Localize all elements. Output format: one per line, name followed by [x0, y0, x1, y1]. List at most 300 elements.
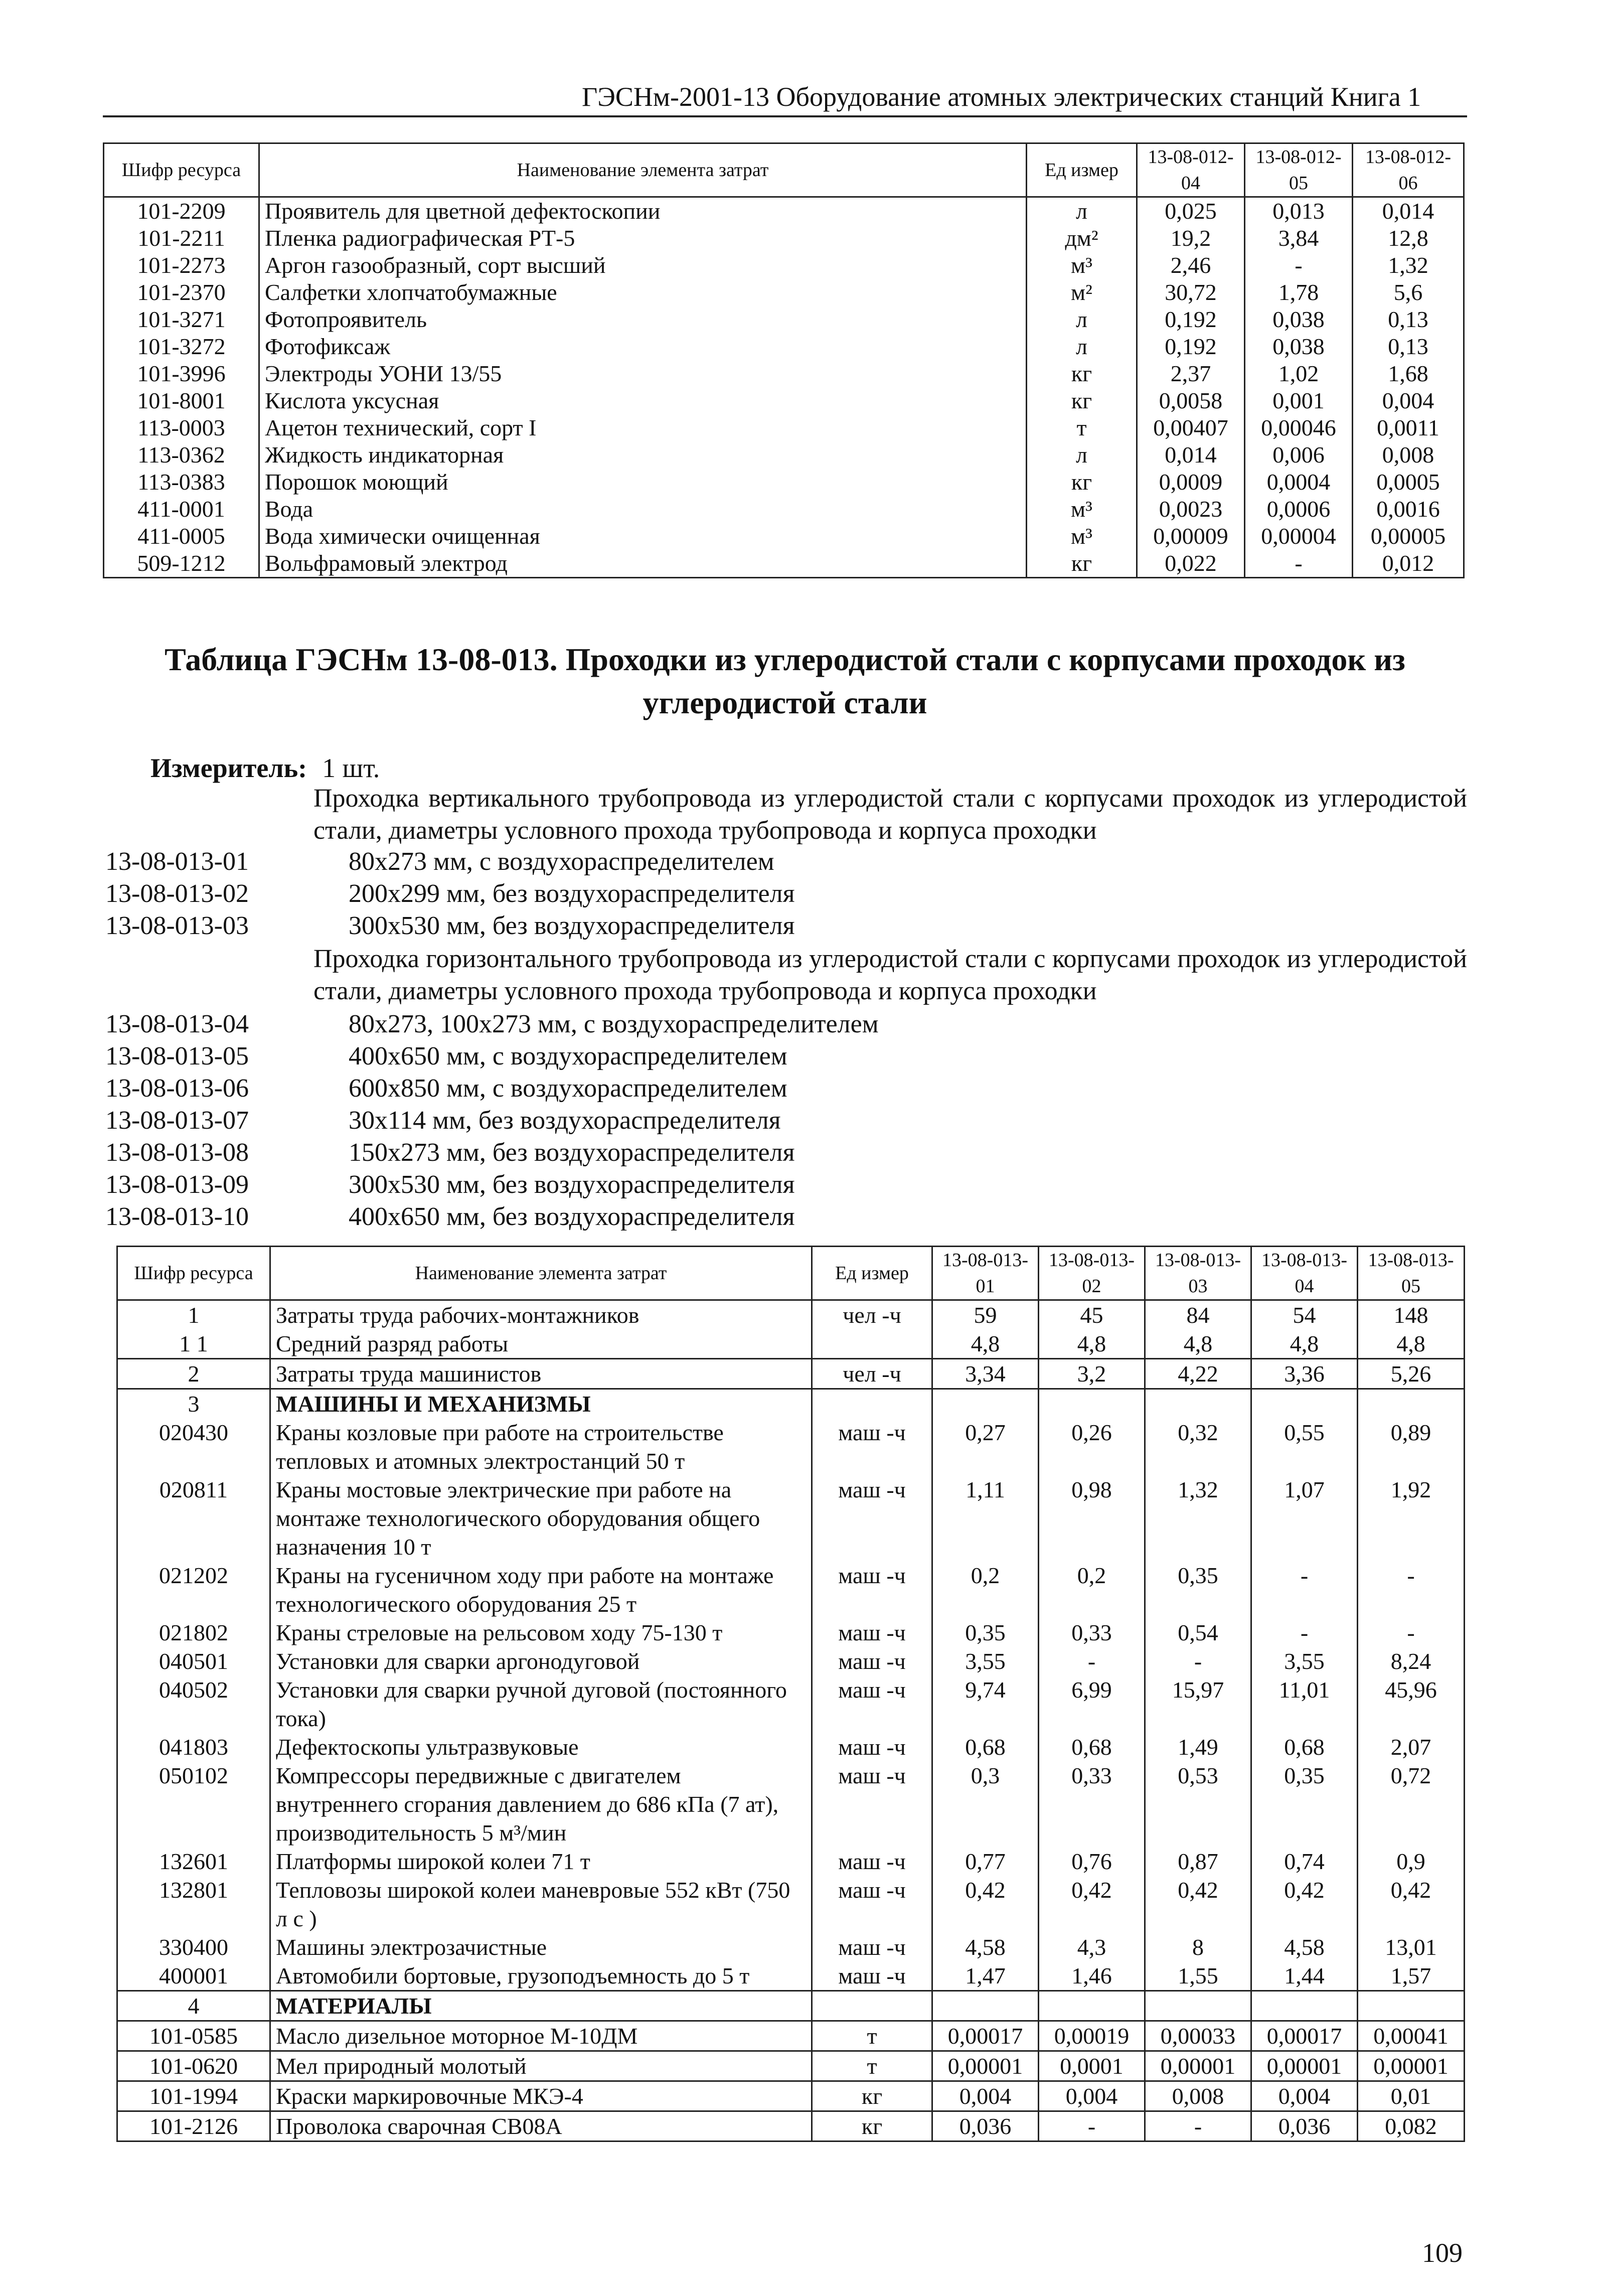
resource-code: 021802 — [117, 1618, 270, 1647]
value-cell: л — [1027, 197, 1137, 225]
value-cell: л — [1027, 441, 1137, 469]
value-cell: 5,6 — [1353, 279, 1464, 306]
value-cell: 1,68 — [1353, 360, 1464, 387]
value-cell: - — [1358, 1561, 1465, 1618]
value-cell: - — [1358, 1618, 1465, 1647]
value-cell: м³ — [1027, 252, 1137, 279]
header-cell: Ед измер — [812, 1247, 932, 1300]
resource-code: 101-3272 — [104, 333, 259, 360]
value-cell: 8,24 — [1358, 1647, 1465, 1675]
value-cell: 0,00005 — [1353, 523, 1464, 550]
value-cell: маш -ч — [812, 1675, 932, 1733]
resource-name: Аргон газообразный, сорт высший — [259, 252, 1027, 279]
header-cell: 13-08-013-03 — [1145, 1247, 1251, 1300]
value-cell: 15,97 — [1145, 1675, 1251, 1733]
resource-name: Краны на гусеничном ходу при работе на монтаже технологического оборудования 25 т — [270, 1561, 812, 1618]
value-cell: 0,68 — [932, 1733, 1039, 1761]
resource-code: 411-0005 — [104, 523, 259, 550]
table-013 — [116, 1246, 1465, 2142]
table-row — [117, 1475, 1465, 1561]
value-cell: 0,008 — [1353, 441, 1464, 469]
table-row — [104, 197, 1464, 225]
value-cell: - — [1251, 1561, 1358, 1618]
value-cell: 0,72 — [1358, 1761, 1465, 1847]
table-row — [104, 496, 1464, 523]
resource-name: Тепловозы широкой колеи маневровые 552 кВт (750 л с ) — [270, 1876, 812, 1933]
value-cell: 0,27 — [932, 1418, 1039, 1475]
value-cell — [812, 1329, 932, 1359]
variant-text: 150х273 мм, без воздухораспределителя — [349, 1138, 795, 1167]
resource-code: 021202 — [117, 1561, 270, 1618]
resource-name: Краски маркировочные МКЭ-4 — [270, 2081, 812, 2111]
resource-name: Дефектоскопы ультразвуковые — [270, 1733, 812, 1761]
value-cell: 0,53 — [1145, 1761, 1251, 1847]
variant-code: 13-08-013-04 — [105, 1010, 249, 1038]
header-cell: 13-08-012-04 — [1137, 143, 1245, 197]
table-row — [117, 1961, 1465, 1991]
table-row — [104, 252, 1464, 279]
value-cell: 0,008 — [1145, 2081, 1251, 2111]
value-cell: маш -ч — [812, 1847, 932, 1876]
measure-label: Измеритель: — [150, 753, 307, 783]
resource-name: Затраты труда рабочих-монтажников — [270, 1300, 812, 1330]
value-cell: 0,0016 — [1353, 496, 1464, 523]
header-cell: Шифр ресурса — [104, 143, 259, 197]
value-cell: 0,13 — [1353, 333, 1464, 360]
value-cell: - — [1039, 1647, 1145, 1675]
value-cell: чел -ч — [812, 1300, 932, 1330]
value-cell: т — [1027, 414, 1137, 441]
running-header: ГЭСНм-2001-13 Оборудование атомных электрических станций Книга 1 — [582, 82, 1421, 112]
value-cell: 0,025 — [1137, 197, 1245, 225]
value-cell: 0,004 — [1353, 387, 1464, 414]
value-cell: 0,42 — [932, 1876, 1039, 1933]
value-cell — [1145, 1389, 1251, 1419]
resource-code: 050102 — [117, 1761, 270, 1847]
value-cell: 4,8 — [1145, 1329, 1251, 1359]
resource-code: 101-0585 — [117, 2021, 270, 2051]
value-cell: 0,89 — [1358, 1418, 1465, 1475]
value-cell: 0,77 — [932, 1847, 1039, 1876]
table-row — [104, 469, 1464, 496]
variant-text: 30х114 мм, без воздухораспределителя — [349, 1106, 781, 1135]
header-cell: 13-08-012-05 — [1245, 143, 1353, 197]
value-cell: 0,00033 — [1145, 2021, 1251, 2051]
measure-value: 1 шт. — [322, 753, 380, 783]
value-cell: 2,46 — [1137, 252, 1245, 279]
table-row — [117, 1359, 1465, 1389]
resource-code: 101-3271 — [104, 306, 259, 333]
resource-code: 020430 — [117, 1418, 270, 1475]
resource-code: 1 1 — [117, 1329, 270, 1359]
resource-name: Вода химически очищенная — [259, 523, 1027, 550]
table-row — [104, 360, 1464, 387]
value-cell: 0,00019 — [1039, 2021, 1145, 2051]
header-cell: 13-08-013-02 — [1039, 1247, 1145, 1300]
value-cell: 0,0001 — [1039, 2051, 1145, 2081]
value-cell: 0,0006 — [1245, 496, 1353, 523]
resource-code: 101-1994 — [117, 2081, 270, 2111]
value-cell — [932, 1991, 1039, 2021]
table-row — [117, 1761, 1465, 1847]
value-cell — [1358, 1991, 1465, 2021]
value-cell: 0,038 — [1245, 306, 1353, 333]
value-cell — [1251, 1991, 1358, 2021]
resource-code: 113-0003 — [104, 414, 259, 441]
value-cell: 0,3 — [932, 1761, 1039, 1847]
value-cell: - — [1145, 2111, 1251, 2141]
resource-name: Установки для сварки аргонодуговой — [270, 1647, 812, 1675]
resource-name: Ацетон технический, сорт I — [259, 414, 1027, 441]
value-cell: л — [1027, 306, 1137, 333]
value-cell: 6,99 — [1039, 1675, 1145, 1733]
value-cell: 2,07 — [1358, 1733, 1465, 1761]
resource-code: 132801 — [117, 1876, 270, 1933]
table-row — [104, 414, 1464, 441]
value-cell: 1,32 — [1145, 1475, 1251, 1561]
value-cell: 0,76 — [1039, 1847, 1145, 1876]
value-cell: маш -ч — [812, 1961, 932, 1991]
value-cell: 0,00041 — [1358, 2021, 1465, 2051]
value-cell: 0,192 — [1137, 306, 1245, 333]
resource-code: 101-3996 — [104, 360, 259, 387]
table-row — [104, 550, 1464, 578]
value-cell: 0,13 — [1353, 306, 1464, 333]
value-cell: 0,55 — [1251, 1418, 1358, 1475]
table-012-body — [104, 197, 1464, 578]
variant-text: 200х299 мм, без воздухораспределителя — [349, 879, 795, 908]
value-cell: 0,00001 — [1251, 2051, 1358, 2081]
value-cell: 0,00004 — [1245, 523, 1353, 550]
table-012-header — [104, 143, 1464, 197]
value-cell: л — [1027, 333, 1137, 360]
value-cell: 0,004 — [1039, 2081, 1145, 2111]
value-cell: маш -ч — [812, 1761, 932, 1847]
value-cell: 0,0009 — [1137, 469, 1245, 496]
value-cell: 0,00001 — [932, 2051, 1039, 2081]
resource-code: 041803 — [117, 1733, 270, 1761]
resource-name: Краны козловые при работе на строительстве тепловых и атомных электростанций 50 т — [270, 1418, 812, 1475]
resource-code: 509-1212 — [104, 550, 259, 578]
para-vertical: Проходка вертикального трубопровода из углеродистой стали с корпусами проходок из углеродистой стали, диаметры условного прохода трубопровода и корпуса проходки — [313, 784, 1467, 845]
value-cell: 0,0023 — [1137, 496, 1245, 523]
value-cell: маш -ч — [812, 1647, 932, 1675]
value-cell: 1,44 — [1251, 1961, 1358, 1991]
value-cell: - — [1145, 1647, 1251, 1675]
value-cell: 0,01 — [1358, 2081, 1465, 2111]
value-cell: 0,082 — [1358, 2111, 1465, 2141]
value-cell: 0,74 — [1251, 1847, 1358, 1876]
value-cell: 0,42 — [1039, 1876, 1145, 1933]
value-cell: 11,01 — [1251, 1675, 1358, 1733]
value-cell: 3,84 — [1245, 225, 1353, 252]
value-cell: 4,8 — [1251, 1329, 1358, 1359]
table-013-header — [117, 1247, 1465, 1300]
resource-name: Краны мостовые электрические при работе на монтаже технологического оборудования общего назначения 10 т — [270, 1475, 812, 1561]
value-cell: 0,036 — [932, 2111, 1039, 2141]
value-cell: 3,55 — [1251, 1647, 1358, 1675]
value-cell — [1251, 1389, 1358, 1419]
resource-name: Проволока сварочная СВ08А — [270, 2111, 812, 2141]
value-cell: 1,32 — [1353, 252, 1464, 279]
value-cell: маш -ч — [812, 1561, 932, 1618]
header-cell: 13-08-013-05 — [1358, 1247, 1465, 1300]
variant-code: 13-08-013-10 — [105, 1202, 249, 1231]
variant-text: 300х530 мм, без воздухораспределителя — [349, 1170, 795, 1199]
value-cell: маш -ч — [812, 1876, 932, 1933]
table-row — [117, 1647, 1465, 1675]
value-cell: 4,8 — [1358, 1329, 1465, 1359]
resource-code: 101-8001 — [104, 387, 259, 414]
resource-code: 411-0001 — [104, 496, 259, 523]
resource-code: 113-0362 — [104, 441, 259, 469]
value-cell: 12,8 — [1353, 225, 1464, 252]
value-cell: 9,74 — [932, 1675, 1039, 1733]
resource-name: Масло дизельное моторное М-10ДМ — [270, 2021, 812, 2051]
table-row — [117, 1300, 1465, 1330]
value-cell — [812, 1991, 932, 2021]
header-cell: 13-08-013-01 — [932, 1247, 1039, 1300]
value-cell: кг — [1027, 360, 1137, 387]
table-row — [117, 1733, 1465, 1761]
value-cell: 4,22 — [1145, 1359, 1251, 1389]
value-cell: маш -ч — [812, 1933, 932, 1961]
value-cell: 0,004 — [1251, 2081, 1358, 2111]
value-cell — [932, 1389, 1039, 1419]
value-cell: кг — [812, 2111, 932, 2141]
resource-code: 101-2209 — [104, 197, 259, 225]
value-cell — [1039, 1389, 1145, 1419]
value-cell: 0,013 — [1245, 197, 1353, 225]
value-cell: 0,00017 — [932, 2021, 1039, 2051]
table-row — [104, 441, 1464, 469]
value-cell: 4,3 — [1039, 1933, 1145, 1961]
value-cell: кг — [812, 2081, 932, 2111]
value-cell: 0,004 — [932, 2081, 1039, 2111]
table-row — [117, 1876, 1465, 1933]
value-cell: 4,58 — [1251, 1933, 1358, 1961]
value-cell: 1,47 — [932, 1961, 1039, 1991]
variant-text: 80х273 мм, с воздухораспределителем — [349, 847, 774, 876]
table-row — [104, 306, 1464, 333]
resource-code: 020811 — [117, 1475, 270, 1561]
resource-code: 101-2370 — [104, 279, 259, 306]
resource-code: 040501 — [117, 1647, 270, 1675]
value-cell: 2,37 — [1137, 360, 1245, 387]
table-row — [104, 523, 1464, 550]
header-cell: Наименование элемента затрат — [259, 143, 1027, 197]
value-cell: 1,57 — [1358, 1961, 1465, 1991]
table-012 — [103, 142, 1465, 578]
value-cell: чел -ч — [812, 1359, 932, 1389]
value-cell: 30,72 — [1137, 279, 1245, 306]
value-cell: 5,26 — [1358, 1359, 1465, 1389]
value-cell: 0,014 — [1353, 197, 1464, 225]
value-cell: 0,014 — [1137, 441, 1245, 469]
resource-name: Вольфрамовый электрод — [259, 550, 1027, 578]
table-row — [117, 2111, 1465, 2141]
value-cell: 0,42 — [1145, 1876, 1251, 1933]
value-cell: маш -ч — [812, 1733, 932, 1761]
resource-code: 132601 — [117, 1847, 270, 1876]
resource-name: Средний разряд работы — [270, 1329, 812, 1359]
value-cell: 0,35 — [1145, 1561, 1251, 1618]
resource-name: МАТЕРИАЛЫ — [270, 1991, 812, 2021]
value-cell: 3,2 — [1039, 1359, 1145, 1389]
value-cell: 1,55 — [1145, 1961, 1251, 1991]
variant-code: 13-08-013-08 — [105, 1138, 249, 1167]
resource-name: Кислота уксусная — [259, 387, 1027, 414]
value-cell: 0,0011 — [1353, 414, 1464, 441]
value-cell: кг — [1027, 387, 1137, 414]
value-cell: 0,00017 — [1251, 2021, 1358, 2051]
measure — [150, 752, 380, 784]
value-cell: 0,0005 — [1353, 469, 1464, 496]
resource-code: 040502 — [117, 1675, 270, 1733]
variant-text: 300х530 мм, без воздухораспределителя — [349, 911, 795, 940]
table-row — [104, 333, 1464, 360]
resource-name: МАШИНЫ И МЕХАНИЗМЫ — [270, 1389, 812, 1419]
variant-code: 13-08-013-02 — [105, 879, 249, 908]
value-cell: 1,46 — [1039, 1961, 1145, 1991]
value-cell: 0,001 — [1245, 387, 1353, 414]
value-cell: 0,022 — [1137, 550, 1245, 578]
resource-code: 101-2126 — [117, 2111, 270, 2141]
value-cell: 0,00001 — [1145, 2051, 1251, 2081]
table-row — [117, 2051, 1465, 2081]
value-cell: 1,78 — [1245, 279, 1353, 306]
resource-name: Компрессоры передвижные с двигателем внутреннего сгорания давлением до 686 кПа (7 ат), производительность 5 м³/мин — [270, 1761, 812, 1847]
table-row — [117, 2021, 1465, 2051]
variant-text: 600х850 мм, с воздухораспределителем — [349, 1074, 787, 1103]
value-cell: 0,006 — [1245, 441, 1353, 469]
resource-name: Платформы широкой колеи 71 т — [270, 1847, 812, 1876]
value-cell: 0,00001 — [1358, 2051, 1465, 2081]
variant-text: 80х273, 100х273 мм, с воздухораспределителем — [349, 1010, 879, 1038]
table-row — [117, 1991, 1465, 2021]
resource-name: Затраты труда машинистов — [270, 1359, 812, 1389]
table-row — [117, 1418, 1465, 1475]
value-cell: 3,55 — [932, 1647, 1039, 1675]
value-cell: 1,49 — [1145, 1733, 1251, 1761]
value-cell: 13,01 — [1358, 1933, 1465, 1961]
value-cell: м³ — [1027, 523, 1137, 550]
value-cell: 0,33 — [1039, 1761, 1145, 1847]
value-cell: 0,2 — [1039, 1561, 1145, 1618]
value-cell: м³ — [1027, 496, 1137, 523]
value-cell: - — [1251, 1618, 1358, 1647]
value-cell: маш -ч — [812, 1418, 932, 1475]
value-cell: - — [1245, 550, 1353, 578]
value-cell: 0,192 — [1137, 333, 1245, 360]
resource-name: Машины электрозачистные — [270, 1933, 812, 1961]
table-row — [117, 2081, 1465, 2111]
header-cell: Наименование элемента затрат — [270, 1247, 812, 1300]
header-cell: 13-08-012-06 — [1353, 143, 1464, 197]
resource-code: 101-2273 — [104, 252, 259, 279]
value-cell: маш -ч — [812, 1475, 932, 1561]
value-cell: - — [1245, 252, 1353, 279]
value-cell: 3,36 — [1251, 1359, 1358, 1389]
variant-code: 13-08-013-09 — [105, 1170, 249, 1199]
value-cell: 0,35 — [932, 1618, 1039, 1647]
table-row — [117, 1847, 1465, 1876]
variant-code: 13-08-013-01 — [105, 847, 249, 876]
value-cell: дм² — [1027, 225, 1137, 252]
value-cell: 1,02 — [1245, 360, 1353, 387]
table-row — [117, 1933, 1465, 1961]
value-cell: 0,54 — [1145, 1618, 1251, 1647]
value-cell: 0,012 — [1353, 550, 1464, 578]
value-cell: 0,35 — [1251, 1761, 1358, 1847]
value-cell: 59 — [932, 1300, 1039, 1330]
value-cell: 0,0058 — [1137, 387, 1245, 414]
value-cell — [812, 1389, 932, 1419]
table-row — [117, 1561, 1465, 1618]
resource-name: Автомобили бортовые, грузоподъемность до 5 т — [270, 1961, 812, 1991]
header-cell: Шифр ресурса — [117, 1247, 270, 1300]
value-cell: 1,11 — [932, 1475, 1039, 1561]
value-cell: 0,2 — [932, 1561, 1039, 1618]
table-row — [104, 387, 1464, 414]
resource-code: 101-2211 — [104, 225, 259, 252]
resource-name: Краны стреловые на рельсовом ходу 75-130 т — [270, 1618, 812, 1647]
resource-name: Вода — [259, 496, 1027, 523]
resource-name: Фотопроявитель — [259, 306, 1027, 333]
value-cell: 0,0004 — [1245, 469, 1353, 496]
value-cell: т — [812, 2021, 932, 2051]
value-cell: 4,8 — [1039, 1329, 1145, 1359]
resource-name: Салфетки хлопчатобумажные — [259, 279, 1027, 306]
table-row — [104, 225, 1464, 252]
table-013-body — [117, 1300, 1465, 2141]
value-cell: 0,036 — [1251, 2111, 1358, 2141]
resource-code: 4 — [117, 1991, 270, 2021]
resource-name: Установки для сварки ручной дуговой (постоянного тока) — [270, 1675, 812, 1733]
header-rule — [103, 115, 1467, 117]
variant-text: 400х650 мм, без воздухораспределителя — [349, 1202, 795, 1231]
value-cell: 1,92 — [1358, 1475, 1465, 1561]
resource-code: 400001 — [117, 1961, 270, 1991]
resource-code: 113-0383 — [104, 469, 259, 496]
variant-code: 13-08-013-05 — [105, 1042, 249, 1070]
variant-code: 13-08-013-03 — [105, 911, 249, 940]
value-cell — [1039, 1991, 1145, 2021]
variant-text: 400х650 мм, с воздухораспределителем — [349, 1042, 787, 1070]
table-row — [104, 279, 1464, 306]
resource-name: Проявитель для цветной дефектоскопии — [259, 197, 1027, 225]
value-cell: 0,42 — [1358, 1876, 1465, 1933]
value-cell: 4,58 — [932, 1933, 1039, 1961]
resource-name: Фотофиксаж — [259, 333, 1027, 360]
table-row — [117, 1389, 1465, 1419]
resource-name: Мел природный молотый — [270, 2051, 812, 2081]
value-cell: 0,26 — [1039, 1418, 1145, 1475]
value-cell: 0,038 — [1245, 333, 1353, 360]
value-cell: - — [1039, 2111, 1145, 2141]
value-cell: 0,9 — [1358, 1847, 1465, 1876]
value-cell: 0,33 — [1039, 1618, 1145, 1647]
value-cell: 45 — [1039, 1300, 1145, 1330]
table-row — [117, 1618, 1465, 1647]
value-cell: 0,00009 — [1137, 523, 1245, 550]
resource-code: 2 — [117, 1359, 270, 1389]
value-cell — [1358, 1389, 1465, 1419]
value-cell: кг — [1027, 469, 1137, 496]
table-row — [117, 1675, 1465, 1733]
resource-name: Порошок моющий — [259, 469, 1027, 496]
value-cell: 54 — [1251, 1300, 1358, 1330]
